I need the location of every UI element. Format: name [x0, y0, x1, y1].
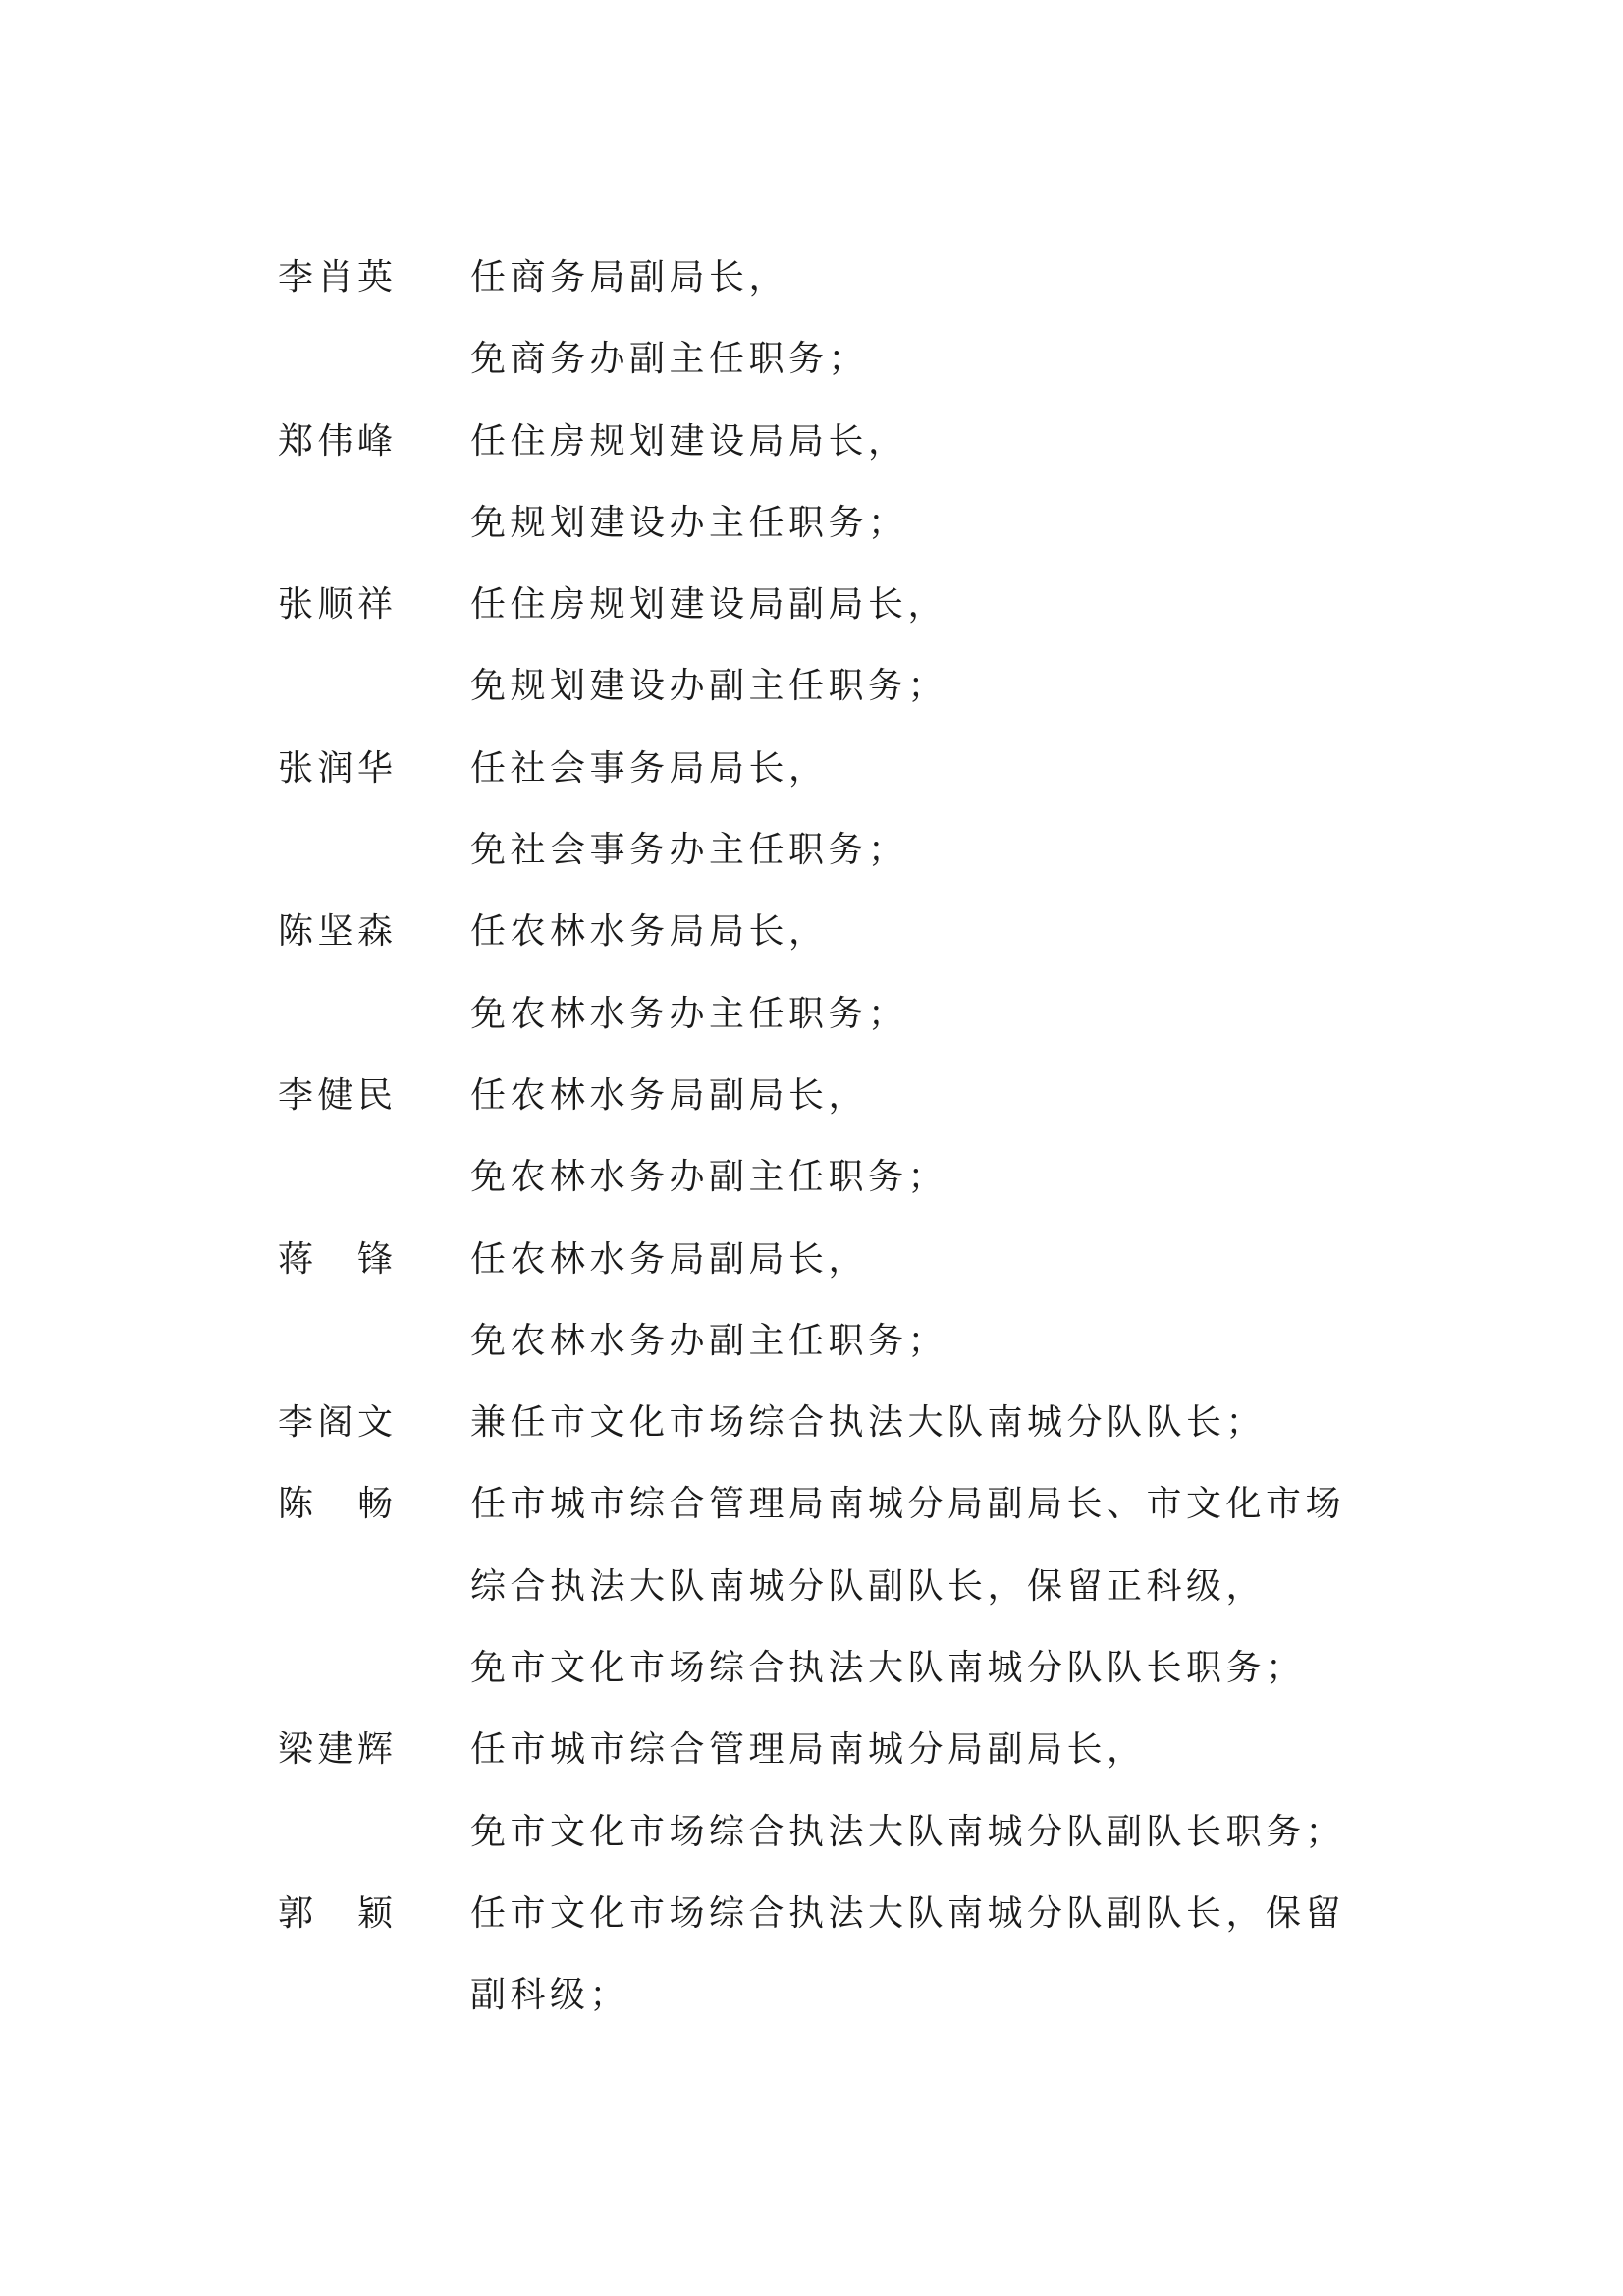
appointment-entry [278, 237, 1505, 401]
duty-block [470, 1055, 1505, 1219]
person-name: 李肖英 [278, 257, 398, 298]
duty-line: 综合执法大队南城分队副队长，保留正科级， [470, 1565, 1267, 1607]
duty-block [470, 1873, 1505, 2037]
duty-line: 免农林水务办副主任职务； [470, 1320, 948, 1361]
duty-line: 免农林水务办主任职务； [470, 993, 908, 1034]
appointment-entry [278, 728, 1505, 892]
duty-line: 免规划建设办主任职务； [470, 502, 908, 543]
duty-line: 任市城市综合管理局南城分局副局长， [470, 1729, 1147, 1771]
duty-block [470, 1219, 1505, 1383]
appointment-entry [278, 1873, 1505, 2037]
duty-block [470, 891, 1505, 1055]
person-name: 郑伟峰 [278, 420, 398, 462]
duty-line: 任农林水务局局长， [470, 911, 829, 953]
duty-line: 免市文化市场综合执法大队南城分队副队长职务； [470, 1811, 1346, 1852]
duty-line: 任市城市综合管理局南城分局副局长、市文化市场 [470, 1484, 1346, 1525]
person-name: 陈 畅 [278, 1484, 398, 1525]
duty-line: 副科级； [470, 1975, 630, 2016]
duty-line: 任农林水务局副局长， [470, 1074, 869, 1116]
person-name: 李健民 [278, 1074, 398, 1116]
person-name: 张润华 [278, 747, 398, 789]
duty-line: 免商务办副主任职务； [470, 339, 869, 380]
appointment-entry [278, 1382, 1505, 1463]
duty-line: 任市文化市场综合执法大队南城分队副队长，保留 [470, 1892, 1346, 1934]
duty-line: 免市文化市场综合执法大队南城分队队长职务； [470, 1648, 1306, 1689]
duty-line: 任住房规划建设局副局长， [470, 584, 948, 626]
duty-line: 任住房规划建设局局长， [470, 420, 908, 462]
duty-block [470, 1382, 1505, 1463]
person-name: 李阁文 [278, 1402, 398, 1444]
person-name: 梁建辉 [278, 1729, 398, 1771]
duty-block [470, 401, 1505, 565]
duty-line: 任商务局副局长， [470, 257, 789, 298]
appointment-entry [278, 891, 1505, 1055]
person-name: 陈坚森 [278, 911, 398, 953]
appointment-entry [278, 1463, 1505, 1709]
duty-block [470, 1709, 1505, 1873]
appointment-entry [278, 1709, 1505, 1873]
duty-line: 免规划建设办副主任职务； [470, 666, 948, 707]
appointment-entry [278, 401, 1505, 565]
duty-block [470, 564, 1505, 728]
duty-block [470, 728, 1505, 892]
duty-line: 免社会事务办主任职务； [470, 830, 908, 871]
person-name: 张顺祥 [278, 584, 398, 626]
appointment-entry [278, 1055, 1505, 1219]
duty-line: 兼任市文化市场综合执法大队南城分队队长； [470, 1402, 1267, 1444]
appointment-entry [278, 564, 1505, 728]
appointment-list [278, 237, 1505, 2037]
duty-line: 免农林水务办副主任职务； [470, 1157, 948, 1198]
person-name: 蒋 锋 [278, 1238, 398, 1280]
duty-block [470, 237, 1505, 401]
duty-line: 任农林水务局副局长， [470, 1238, 869, 1280]
person-name: 郭 颖 [278, 1892, 398, 1934]
appointment-entry [278, 1219, 1505, 1383]
duty-block [470, 1463, 1505, 1709]
duty-line: 任社会事务局局长， [470, 747, 829, 789]
